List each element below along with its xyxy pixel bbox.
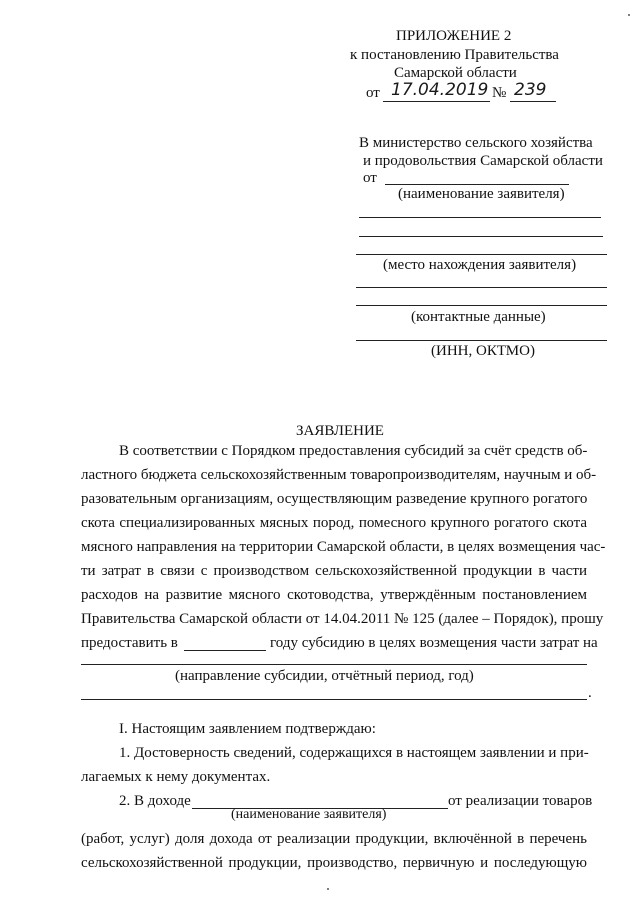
appendix-subtitle-line1: к постановлению Правительства [350, 47, 559, 63]
label-applicant-name: (наименование заявителя) [398, 186, 565, 202]
paragraph-line-9-start: предоставить в [81, 635, 178, 651]
year-field [184, 650, 266, 651]
location-field-line1 [359, 217, 601, 218]
item-2-prefix: 2. В доходе [119, 793, 191, 809]
appendix-title: ПРИЛОЖЕНИЕ 2 [396, 28, 512, 44]
contacts-field-line2 [356, 305, 607, 306]
paragraph-line-3: разовательным организациям, осуществляющим разведение крупного рогатого [81, 491, 588, 507]
scan-speck [628, 14, 630, 16]
contacts-field-line1 [356, 287, 607, 288]
item-1-line-1: 1. Достоверность сведений, содержащихся в настоящем заявлении и при- [119, 745, 589, 761]
paragraph-line-5: мясного направления на территории Самарской области, в целях возмещения час- [81, 539, 606, 555]
date-prefix: от [366, 85, 380, 101]
section-1-heading: I. Настоящим заявлением подтверждаю: [119, 721, 376, 737]
inn-field-line [356, 340, 607, 341]
appendix-subtitle-line2: Самарской области [394, 65, 517, 81]
item-2-line-2: (работ, услуг) доля дохода от реализации продукции, включённой в перечень [81, 831, 587, 847]
item-2-suffix: от реализации товаров [448, 793, 593, 809]
item-2-label: (наименование заявителя) [231, 807, 387, 822]
label-subsidy-direction: (направление субсидии, отчётный период, год) [175, 668, 474, 684]
number-value: 239 [514, 80, 547, 100]
document-title: ЗАЯВЛЕНИЕ [296, 423, 384, 439]
item-1-line-2: лагаемых к нему документах. [81, 769, 271, 785]
paragraph-line-4: скота специализированных мясных пород, помесного крупного рогатого скота [81, 515, 587, 531]
date-underline [383, 101, 490, 102]
paragraph-line-7: расходов на развитие мясного скотоводства, утверждённым постановлением [81, 587, 587, 603]
location-field-line2 [359, 236, 603, 237]
label-applicant-location: (место нахождения заявителя) [383, 257, 577, 273]
paragraph-line-1: В соответствии с Порядком предоставления субсидий за счёт средств об- [119, 443, 588, 459]
trailing-dot: . [588, 685, 592, 701]
direction-field-line2 [81, 699, 587, 700]
number-underline [510, 101, 556, 102]
addressee-line2: и продовольствия Самарской области [363, 153, 603, 169]
from-prefix: от [363, 170, 377, 186]
number-prefix: № [492, 85, 507, 101]
item-2-line-3: сельскохозяйственной продукции, производство, первичную и последующую [81, 855, 587, 871]
location-field-line3 [356, 254, 607, 255]
label-inn-oktmo: (ИНН, ОКТМО) [431, 343, 535, 359]
direction-field-line1 [81, 664, 587, 665]
paragraph-line-8: Правительства Самарской области от 14.04.2011 № 125 (далее – Порядок), прошу [81, 611, 604, 627]
addressee-line1: В министерство сельского хозяйства [359, 135, 593, 151]
scan-speck [327, 888, 329, 890]
paragraph-line-2: ластного бюджета сельскохозяйственным товаропроизводителям, научным и об- [81, 467, 597, 483]
date-value: 17.04.2019 [391, 80, 489, 100]
paragraph-line-9-end: году субсидию в целях возмещения части затрат на [270, 635, 598, 651]
applicant-name-field [385, 184, 569, 185]
paragraph-line-6: ти затрат в связи с производством сельскохозяйственной продукции в части [81, 563, 587, 579]
label-contacts: (контактные данные) [411, 309, 546, 325]
